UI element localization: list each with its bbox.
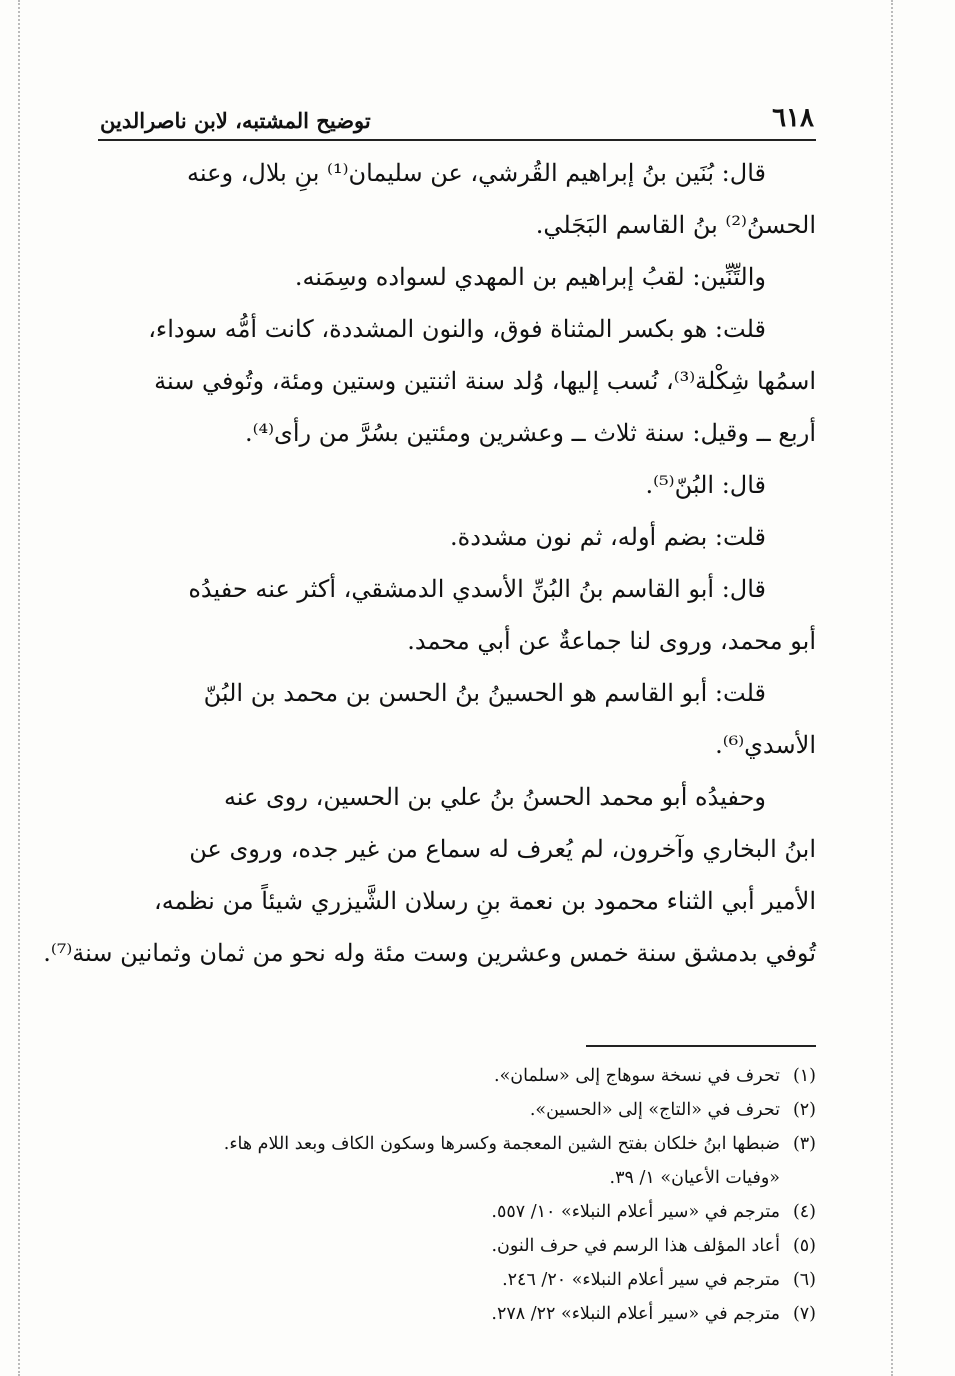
text-line: أبو محمد، وروى لنا جماعةٌ عن أبي محمد. <box>407 627 816 655</box>
footnote <box>98 1195 816 1229</box>
footnote <box>98 1059 816 1093</box>
footnote-number: (٦) <box>792 1270 816 1290</box>
text-line: تُوفي بدمشق سنة خمس وعشرين وست مئة وله نحو من ثمان وثمانين سنة⁽⁷⁾. <box>43 939 816 967</box>
footnote <box>98 1263 816 1297</box>
footnote-number: (٥) <box>792 1236 816 1256</box>
text-line: الأسدي⁽⁶⁾. <box>715 731 816 759</box>
footnote-text: تحرف في «التاج» إلى «الحسين». <box>529 1100 780 1120</box>
footnote-number: (٢) <box>792 1100 816 1120</box>
text-line: قلت: أبو القاسم هو الحسينُ بنُ الحسن بن محمد بن البُنّ <box>203 679 766 707</box>
right-scan-edge <box>891 0 893 1376</box>
text-line: اسمُها شِكْلة⁽³⁾، نُسب إليها، وُلد سنة اثنتين وستين ومئة، وتُوفي سنة <box>154 367 816 395</box>
footnote-number: (٧) <box>792 1304 816 1324</box>
book-page <box>43 85 816 1331</box>
footnote <box>98 1229 816 1263</box>
footnote-number: (٤) <box>792 1202 816 1222</box>
paragraph <box>98 667 816 771</box>
text-line: قال: البُنّ⁽⁵⁾. <box>645 471 766 499</box>
paragraph <box>98 251 816 303</box>
text-line: قلت: هو بكسر المثناة فوق، والنون المشددة، كانت أمُّه سوداء، <box>148 315 766 343</box>
footnote-text: «وفيات الأعيان» ١/ ٣٩. <box>609 1168 780 1188</box>
main-text <box>43 147 816 979</box>
paragraph <box>98 147 816 251</box>
text-line: ابنُ البخاري وآخرون، لم يُعرف له سماع من غير جده، وروى عن <box>189 835 816 863</box>
footnote-text: مترجم في «سير أعلام النبلاء» ١٠/ ٥٥٧. <box>491 1202 780 1222</box>
text-line: والتِّنِّين: لقبُ إبراهيم بن المهدي لسواده وسِمَنه. <box>294 263 766 291</box>
left-scan-edge <box>18 0 20 1376</box>
text-line: أربع ــ وقيل: سنة ثلاث ــ وعشرين ومئتين بسُرَّ من رأى⁽⁴⁾. <box>244 419 816 447</box>
footnote-text: مترجم في «سير أعلام النبلاء» ٢٢/ ٢٧٨. <box>491 1304 780 1324</box>
footnote <box>98 1093 816 1127</box>
text-line: الحسنُ⁽²⁾ بنُ القاسم البَجَلي. <box>535 211 816 239</box>
footnote-text: أعاد المؤلف هذا الرسم في حرف النون. <box>491 1236 780 1256</box>
footnote-text: مترجم في سير أعلام النبلاء» ٢٠/ ٢٤٦. <box>502 1270 780 1290</box>
footnote-text: ضبطها ابنُ خلكان بفتح الشين المعجمة وكسرها وسكون الكاف وبعد اللام هاء. <box>223 1134 780 1154</box>
footnote <box>98 1297 816 1331</box>
text-line: الأمير أبي الثناء محمود بن نعمة بنِ رسلان الشَّيزري شيئاً من نظمه، <box>153 887 816 915</box>
footnote-number: (١) <box>792 1066 816 1086</box>
footnote-number: (٣) <box>792 1134 816 1154</box>
paragraph <box>98 511 816 563</box>
footnote-continuation <box>98 1161 816 1195</box>
text-line: قلت: بضم أوله، ثم نون مشددة. <box>450 523 766 551</box>
paragraph <box>98 563 816 667</box>
footnote <box>98 1127 816 1161</box>
running-title: توضيح المشتبه، لابن ناصرالدين <box>100 108 371 133</box>
text-line: وحفيدُه أبو محمد الحسنُ بنُ علي بن الحسين، روى عنه <box>223 783 766 811</box>
page-header <box>98 85 816 141</box>
paragraph <box>98 303 816 459</box>
text-line: قال: أبو القاسم بنُ البُنِّ الأسدي الدمشقي، أكثر عنه حفيدُه <box>188 575 766 603</box>
paragraph <box>98 459 816 511</box>
footnote-separator <box>586 1045 816 1047</box>
page-number: ٦١٨ <box>772 103 814 133</box>
text-line: قال: بُنَين بنُ إبراهيم القُرشي، عن سليمان⁽¹⁾ بنِ بلال، وعنه <box>187 159 766 187</box>
footnotes <box>98 1059 816 1331</box>
footnote-text: تحرف في نسخة سوهاج إلى «سلمان». <box>494 1066 780 1086</box>
paragraph <box>43 771 816 979</box>
